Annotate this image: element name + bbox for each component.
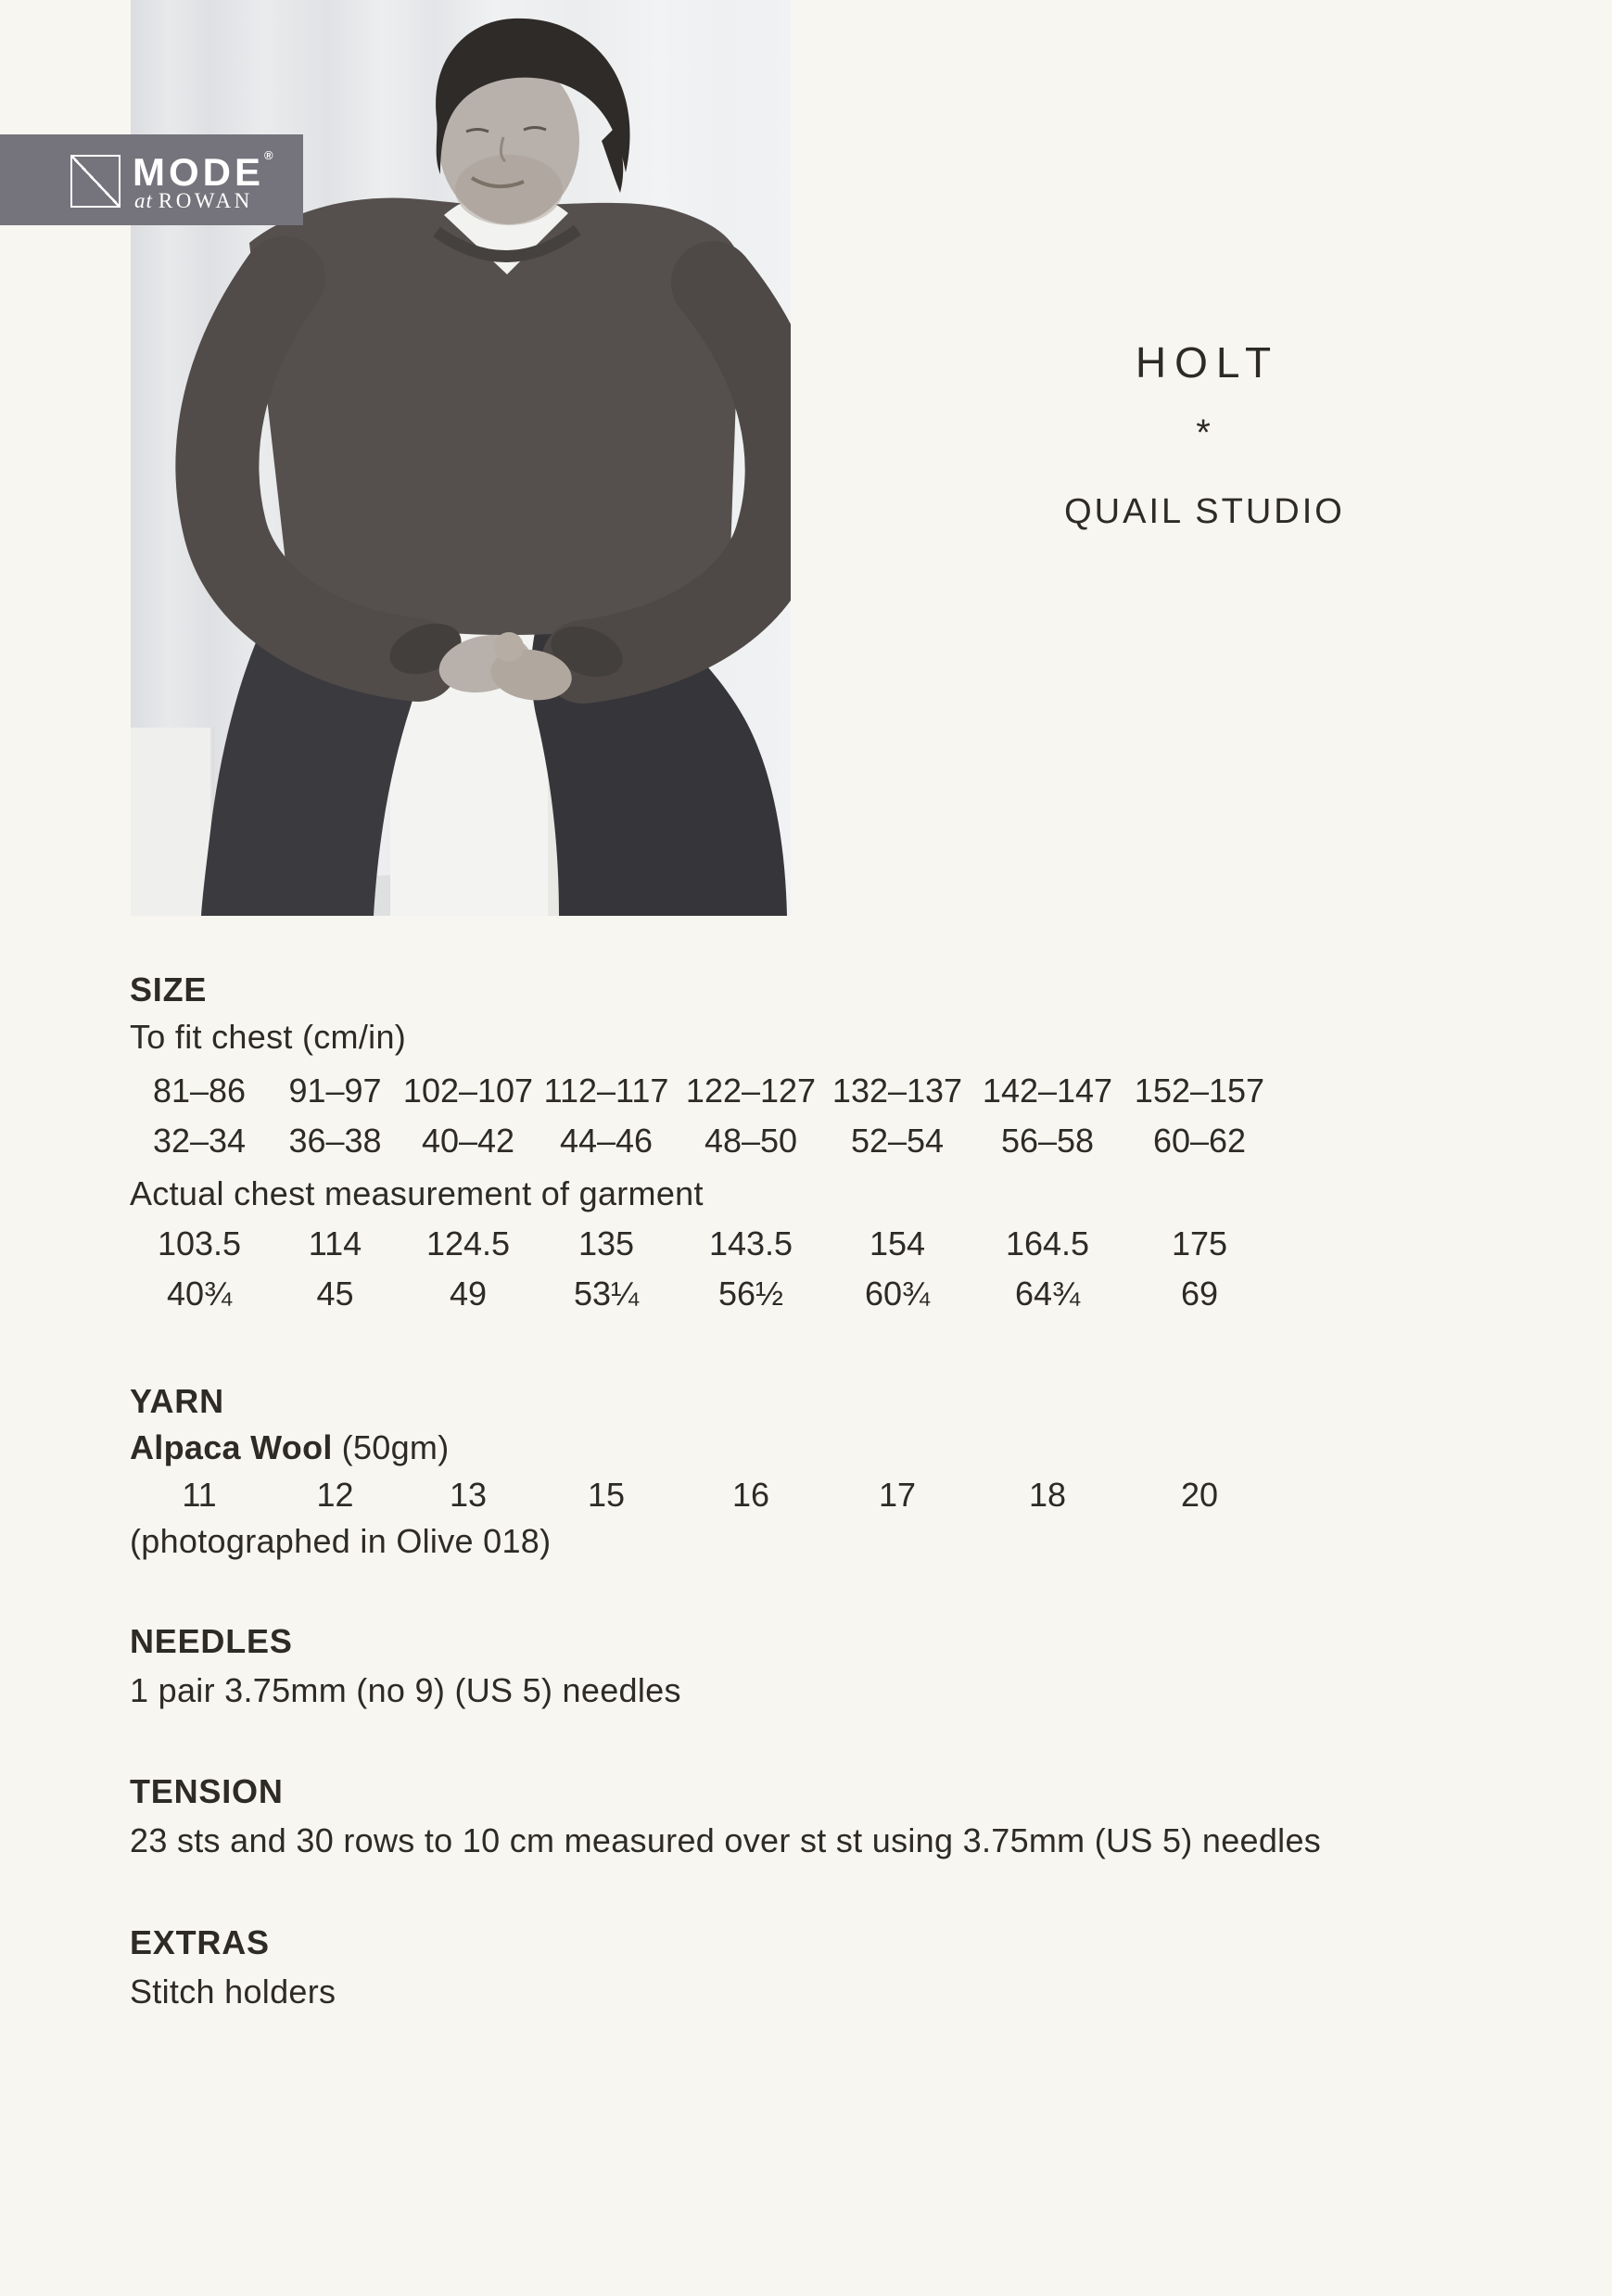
extras-heading: EXTRAS bbox=[130, 1923, 270, 1961]
table-cell: 132–137 bbox=[831, 1072, 963, 1110]
actual-chest-in-row bbox=[130, 1274, 1275, 1313]
table-cell: 49 bbox=[449, 1275, 488, 1313]
table-cell: 164.5 bbox=[1005, 1224, 1090, 1262]
sweater-body bbox=[249, 197, 741, 635]
table-cell: 13 bbox=[449, 1476, 488, 1514]
table-cell: 103.5 bbox=[157, 1224, 242, 1262]
side-block bbox=[131, 728, 212, 916]
actual-chest-label: Actual chest measurement of garment bbox=[130, 1174, 704, 1212]
table-cell: 52–54 bbox=[850, 1122, 945, 1160]
logo-subtitle bbox=[134, 190, 253, 211]
table-cell: 81–86 bbox=[152, 1072, 247, 1110]
designer-name: QUAIL STUDIO bbox=[1064, 492, 1345, 531]
table-cell: 143.5 bbox=[708, 1224, 793, 1262]
yarn-name: Alpaca Wool bbox=[130, 1428, 333, 1466]
pattern-title: HOLT bbox=[1135, 338, 1280, 387]
table-cell: 64¾ bbox=[1014, 1275, 1081, 1313]
table-cell: 102–107 bbox=[402, 1072, 534, 1110]
table-cell: 114 bbox=[308, 1224, 362, 1262]
logo-rowan: ROWAN bbox=[158, 189, 253, 212]
table-cell: 40¾ bbox=[166, 1275, 233, 1313]
table-cell: 16 bbox=[731, 1476, 770, 1514]
logo-brand bbox=[133, 149, 273, 192]
table-cell: 40–42 bbox=[421, 1122, 515, 1160]
logo-brand-text: MODE bbox=[133, 150, 264, 194]
table-cell: 48–50 bbox=[704, 1122, 798, 1160]
yarn-note: (photographed in Olive 018) bbox=[130, 1522, 552, 1560]
table-cell: 44–46 bbox=[559, 1122, 654, 1160]
table-cell: 20 bbox=[1180, 1476, 1219, 1514]
table-cell: 15 bbox=[587, 1476, 626, 1514]
table-cell: 11 bbox=[182, 1476, 217, 1514]
yarn-quantities-row bbox=[130, 1475, 1275, 1515]
yarn-weight: (50gm) bbox=[341, 1428, 450, 1466]
table-cell: 12 bbox=[316, 1476, 354, 1514]
table-cell: 152–157 bbox=[1134, 1072, 1265, 1110]
fit-chest-cm-row bbox=[130, 1071, 1275, 1110]
beard-shadow bbox=[455, 155, 563, 225]
size-heading: SIZE bbox=[130, 970, 208, 1008]
table-cell: 56½ bbox=[717, 1275, 784, 1313]
extras-text: Stitch holders bbox=[130, 1973, 336, 2011]
mode-at-rowan-logo bbox=[0, 134, 303, 225]
table-cell: 32–34 bbox=[152, 1122, 247, 1160]
needles-heading: NEEDLES bbox=[130, 1622, 293, 1660]
table-cell: 60¾ bbox=[864, 1275, 931, 1313]
registered-mark: ® bbox=[264, 148, 273, 162]
table-cell: 142–147 bbox=[982, 1072, 1113, 1110]
needles-text: 1 pair 3.75mm (no 9) (US 5) needles bbox=[130, 1671, 681, 1709]
separator-asterisk: * bbox=[1196, 412, 1211, 453]
table-cell: 69 bbox=[1180, 1275, 1219, 1313]
table-cell: 112–117 bbox=[543, 1072, 669, 1110]
table-cell: 36–38 bbox=[288, 1122, 382, 1160]
table-cell: 91–97 bbox=[288, 1072, 382, 1110]
table-cell: 175 bbox=[1171, 1224, 1228, 1262]
logo-at: at bbox=[134, 189, 153, 212]
actual-chest-cm-row bbox=[130, 1224, 1275, 1263]
table-cell: 122–127 bbox=[685, 1072, 817, 1110]
tension-heading: TENSION bbox=[130, 1772, 284, 1810]
table-cell: 135 bbox=[578, 1224, 635, 1262]
table-cell: 60–62 bbox=[1152, 1122, 1247, 1160]
pattern-header bbox=[971, 0, 1435, 649]
fit-chest-in-row bbox=[130, 1121, 1275, 1161]
tension-text: 23 sts and 30 rows to 10 cm measured over st st using 3.75mm (US 5) needles bbox=[130, 1821, 1322, 1859]
table-cell: 45 bbox=[316, 1275, 354, 1313]
table-cell: 124.5 bbox=[425, 1224, 511, 1262]
table-cell: 17 bbox=[878, 1476, 917, 1514]
thumb bbox=[494, 632, 524, 662]
table-cell: 56–58 bbox=[1000, 1122, 1095, 1160]
yarn-heading: YARN bbox=[130, 1382, 224, 1420]
table-cell: 154 bbox=[869, 1224, 926, 1262]
table-cell: 53¼ bbox=[573, 1275, 640, 1313]
table-cell: 18 bbox=[1028, 1476, 1067, 1514]
yarn-name-line bbox=[130, 1427, 450, 1467]
fit-chest-label: To fit chest (cm/in) bbox=[130, 1018, 407, 1056]
logo-square-icon bbox=[70, 155, 121, 208]
